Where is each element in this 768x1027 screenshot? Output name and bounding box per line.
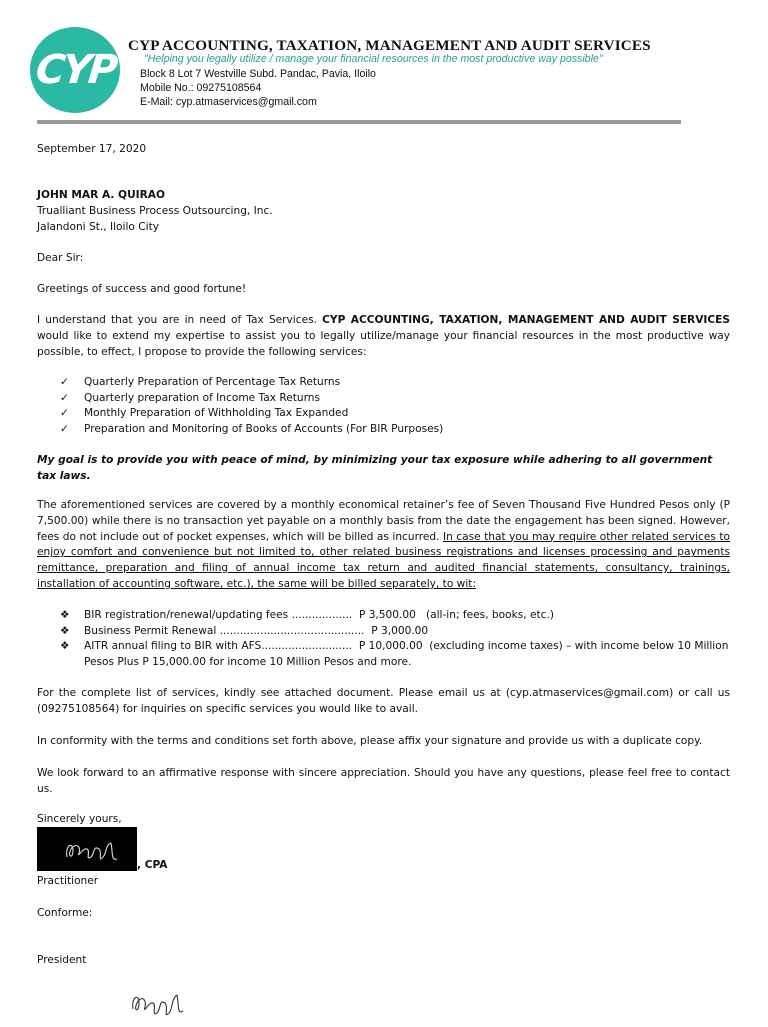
company-mobile: Mobile No.: 09275108564	[140, 82, 262, 94]
fee-normal: The aforementioned services are covered by a monthly economical retainer’s fee of Seven Thousand Five Hundred Pesos only (P 7,500.00) while there is no transaction yet payable on a monthly basis from the date the engagement has been signed. However, fees do not include out of pocket expenses, which will be billed as incurred.	[37, 499, 730, 543]
recipient-address: Jalandoni St., Iloilo City	[37, 221, 160, 233]
intro-before: I understand that you are in need of Tax Services.	[37, 314, 323, 326]
diamond-bullet-icon: ❖	[60, 640, 70, 653]
check-icon: ✓	[60, 423, 69, 436]
letter-date: September 17, 2020	[37, 143, 147, 155]
list-item: ❖ Business Permit Renewal ........................................... P 3,000.00	[37, 624, 730, 640]
client-signature	[125, 985, 205, 1023]
company-logo	[30, 27, 120, 113]
signature-scribble-icon	[37, 827, 137, 871]
list-item: ✓ Monthly Preparation of Withholding Tax Expanded	[37, 406, 730, 422]
signature-scribble-icon	[125, 985, 205, 1023]
president-label: President	[37, 954, 87, 966]
list-item: ✓ Quarterly Preparation of Percentage Tax Returns	[37, 375, 730, 391]
diamond-bullet-icon: ❖	[60, 624, 70, 637]
company-tagline: "Helping you legally utilize / manage your financial resources in the most productive way possible"	[144, 53, 603, 65]
signatory-suffix: , CPA	[137, 859, 168, 871]
closing-paragraph: We look forward to an affirmative response with sincere appreciation. Should you have any questions, please feel free to contact us.	[37, 767, 730, 795]
company-address: Block 8 Lot 7 Westville Subd. Pandac, Pavia, Iloilo	[140, 68, 376, 80]
salutation: Dear Sir:	[37, 252, 84, 264]
conformity-paragraph: In conformity with the terms and conditions set forth above, please affix your signature and provide us with a duplicate copy.	[37, 735, 703, 747]
complete-list-paragraph: For the complete list of services, kindly see attached document. Please email us at (cyp.atmaservices@gmail.com) or call us (09275108564) for inquiries on specific services you would like to avail.	[37, 687, 730, 715]
logo-text: CYP	[33, 47, 117, 93]
signatory-title: Practitioner	[37, 875, 99, 887]
goal-statement: My goal is to provide you with peace of mind, by minimizing your tax exposure while adhering to all government tax laws.	[37, 454, 713, 482]
intro-paragraph	[37, 313, 730, 360]
signature-redaction	[37, 827, 137, 871]
check-icon: ✓	[60, 407, 69, 420]
header-divider	[37, 120, 681, 124]
list-item: ❖ AITR annual filing to BIR with AFS........................... P 10,000.00 (excluding income taxes) – with income below 10 Million Pesos Plus P 15,000.00 for income 10 Million Pesos and more.	[60, 640, 729, 669]
fee-paragraph	[37, 498, 730, 593]
list-item: ❖ BIR registration/renewal/updating fees .................. P 3,500.00 (all-in; fees, books, etc.)	[37, 608, 730, 624]
intro-company: CYP ACCOUNTING, TAXATION, MANAGEMENT AND AUDIT SERVICES	[322, 314, 730, 326]
check-icon: ✓	[60, 391, 69, 404]
list-item: ✓ Preparation and Monitoring of Books of Accounts (For BIR Purposes)	[37, 422, 730, 438]
fee-underlined: In case that you may require other related services to enjoy comfort and convenience but not limited to, other related business registrations and licenses processing and payments remittance, preparation and filing of annual income tax return and audited financial statements, consultancy, trainings, installation of accounting software, etc.), the same will be billed separately, to wit:	[37, 530, 731, 590]
company-name: CYP ACCOUNTING, TAXATION, MANAGEMENT AND AUDIT SERVICES	[128, 37, 651, 54]
recipient-company: Trualliant Business Process Outsourcing, Inc.	[37, 205, 273, 217]
services-list	[37, 375, 730, 438]
greeting: Greetings of success and good fortune!	[37, 283, 247, 295]
intro-after: would like to extend my expertise to assist you to legally utilize/manage your financial resources in the most productive way possible, to effect, I propose to provide the following services:	[37, 329, 730, 358]
other-services-list	[37, 608, 730, 671]
sincerely-text: Sincerely yours,	[37, 813, 122, 825]
diamond-bullet-icon: ❖	[60, 609, 70, 621]
list-item: ✓ Quarterly preparation of Income Tax Returns	[37, 391, 730, 407]
conforme-label: Conforme:	[37, 907, 93, 919]
check-icon: ✓	[60, 376, 69, 388]
recipient-name: JOHN MAR A. QUIRAO	[37, 189, 165, 201]
company-email: E-Mail: cyp.atmaservices@gmail.com	[140, 96, 317, 108]
